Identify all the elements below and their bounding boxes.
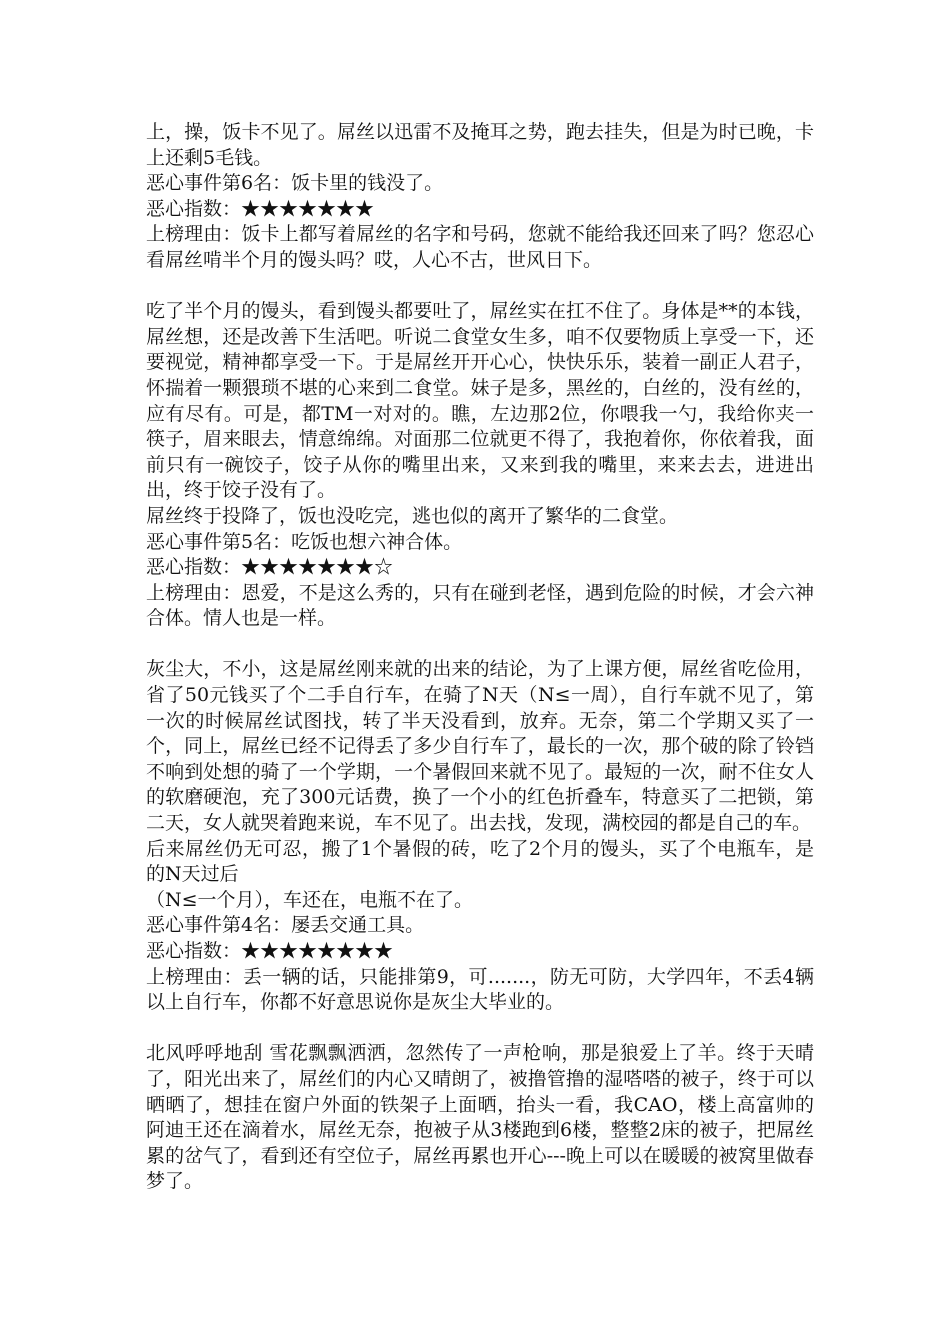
document-page	[146, 120, 814, 1195]
story-paragraph: 后来屌丝仍无可忍，搬了1个暑假的砖，吃了2个月的馒头，买了个电瓶车，是的N天过后	[146, 837, 814, 886]
disgust-rating: 恶心指数：★★★★★★★	[146, 197, 375, 220]
section-rank-6	[146, 120, 814, 274]
story-paragraph: 北风呼呼地刮 雪花飘飘洒洒，忽然传了一声枪响，那是狼爱上了羊。终于天晴了，阳光出来了，屌丝们的内心又晴朗了，被撸管撸的湿嗒嗒的被子，终于可以晒晒了，想挂在窗户外面的铁架子上面晒，抬头一看，我CAO，楼上高富帅的阿迪王还在滴着水，屌丝无奈，抱被子从3楼跑到6楼，整整2床的被子，把屌丝累的岔气了，看到还有空位子，屌丝再累也开心---晚上可以在暖暖的被窝里做春梦了。	[146, 1042, 814, 1193]
section-rank-5	[146, 299, 814, 632]
ranking-reason: 上榜理由：丢一辆的话，只能排第9，可.......，防无可防，大学四年，不丢4辆以上自行车，你都不好意思说你是灰尘大毕业的。	[146, 965, 814, 1014]
story-paragraph: 屌丝终于投降了，饭也没吃完，逃也似的离开了繁华的二食堂。	[146, 504, 679, 527]
section-rank-3-intro	[146, 1041, 814, 1195]
story-paragraph: 上，操，饭卡不见了。屌丝以迅雷不及掩耳之势，跑去挂失，但是为时已晚，卡上还剩5毛钱。	[146, 121, 814, 169]
disgust-rating: 恶心指数：★★★★★★★★	[146, 940, 394, 962]
story-paragraph: （N≤一个月），车还在，电瓶不在了。	[146, 888, 474, 911]
ranking-reason: 上榜理由：恩爱，不是这么秀的，只有在碰到老怪，遇到危险的时候，才会六神合体。情人也是一样。	[146, 581, 814, 630]
section-rank-4	[146, 657, 814, 1015]
ranking-reason: 上榜理由：饭卡上都写着屌丝的名字和号码，您就不能给我还回来了吗？您忍心看屌丝啃半个月的馒头吗？哎，人心不古，世风日下。	[146, 223, 814, 271]
story-paragraph: 灰尘大，不小，这是屌丝刚来就的出来的结论，为了上课方便，屌丝省吃俭用，省了50元钱买了个二手自行车，在骑了N天（N≤一周），自行车就不见了，第一次的时候屌丝试图找，转了半天没看到，放弃。无奈，第二个学期又买了一个，同上，屌丝已经不记得丢了多少自行车了，最长的一次，那个破的除了铃铛不响到处想的骑了一个学期，一个暑假回来就不见了。最短的一次，耐不住女人的软磨硬泡，充了300元话费，换了一个小的红色折叠车，特意买了二把锁，第二天，女人就哭着跑来说，车不见了。出去找，发现，满校园的都是自己的车。	[146, 658, 814, 835]
event-title: 恶心事件第6名：饭卡里的钱没了。	[146, 172, 444, 195]
event-title: 恶心事件第4名：屡丢交通工具。	[146, 914, 425, 937]
story-paragraph: 吃了半个月的馒头，看到馒头都要吐了，屌丝实在扛不住了。身体是**的本钱，屌丝想，还是改善下生活吧。听说二食堂女生多，咱不仅要物质上享受一下，还要视觉，精神都享受一下。于是屌丝开开心心，快快乐乐，装着一副正人君子，怀揣着一颗猥琐不堪的心来到二食堂。妹子是多，黑丝的，白丝的，没有丝的，应有尽有。可是，都TM一对对的。瞧，左边那2位，你喂我一勺，我给你夹一筷子，眉来眼去，情意绵绵。对面那二位就更不得了，我抱着你，你依着我，面前只有一碗饺子，饺子从你的嘴里出来，又来到我的嘴里，来来去去，进进出出，终于饺子没有了。	[146, 300, 814, 502]
event-title: 恶心事件第5名：吃饭也想六神合体。	[146, 530, 463, 553]
disgust-rating: 恶心指数：★★★★★★★☆	[146, 556, 394, 579]
